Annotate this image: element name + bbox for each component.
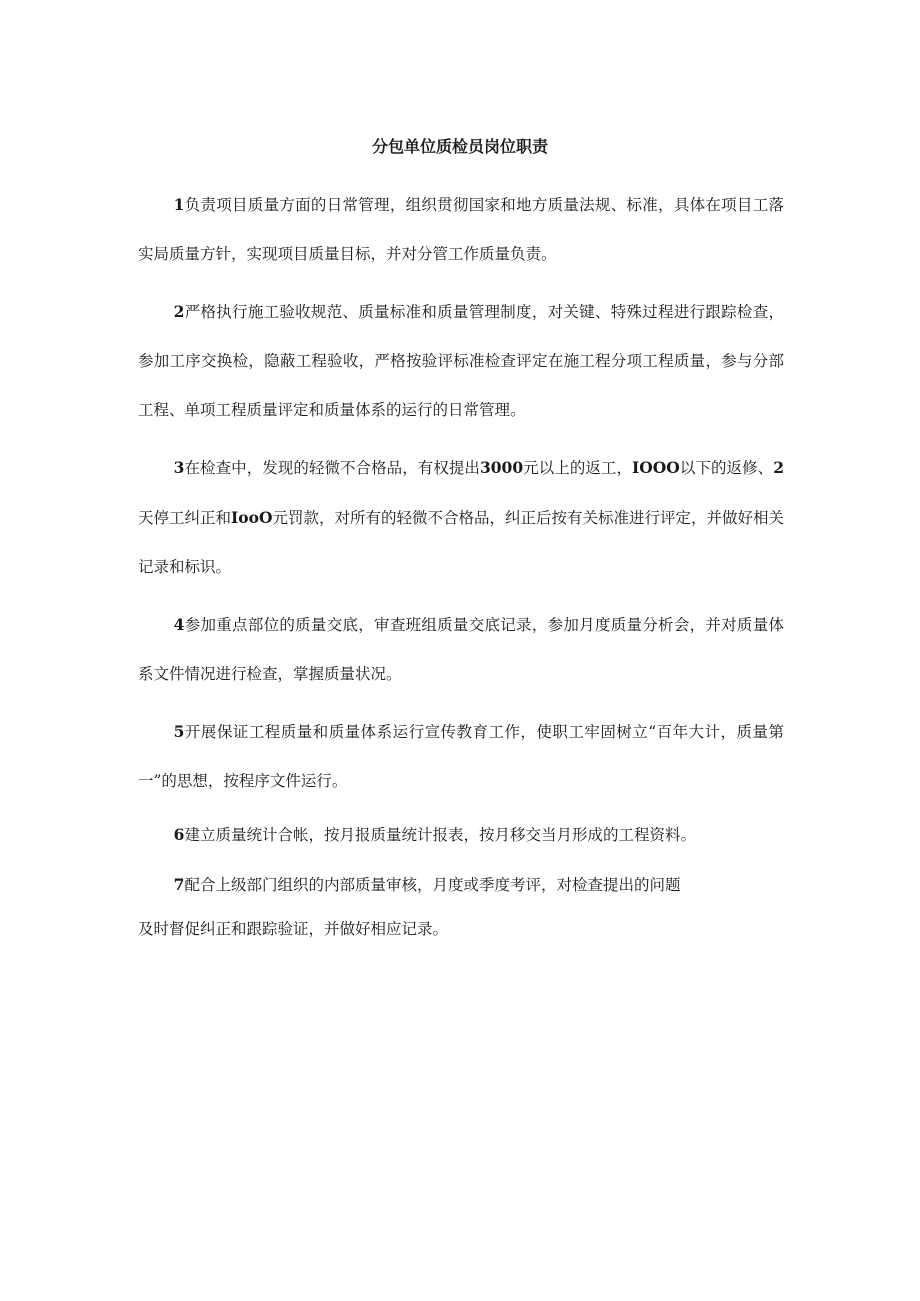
duty-item-6 — [138, 810, 784, 860]
item-text: 建立质量统计合帐，按月报质量统计报表，按月移交当月形成的工程资料。 — [184, 826, 696, 844]
item-text: 开展保证工程质量和质量体系运行宣传教育工作，使职工牢固树立“百年大计，质量第一”的思想，按程序文件运行。 — [138, 723, 784, 790]
duty-item-5 — [138, 707, 784, 806]
item-text: 及时督促纠正和跟踪验证，并做好相应记录。 — [138, 920, 449, 938]
item-number: 4 — [173, 615, 185, 634]
item-text: 元以上的返工， — [523, 459, 633, 477]
item-number: 1 — [173, 195, 185, 214]
duty-item-7 — [138, 860, 784, 910]
item-text: 配合上级部门组织的内部质量审核，月度或季度考评，对检查提出的问题 — [184, 876, 681, 894]
duty-item-4 — [138, 600, 784, 699]
amount-3000: 3000 — [479, 458, 524, 477]
item-text: 在检查中，发现的轻微不合格品，有权提出 — [184, 459, 480, 477]
duty-item-3 — [138, 443, 784, 592]
item-number: 6 — [173, 825, 185, 844]
document-title: 分包单位质检员岗位职责 — [371, 137, 548, 156]
days-count: 2 — [773, 458, 784, 477]
item-text: 天停工纠正和 — [138, 509, 232, 527]
amount-1000: IOOO — [632, 458, 680, 477]
fine-amount: IooO — [231, 508, 273, 527]
item-text: 以下的返修、 — [679, 459, 774, 477]
item-text: 参加重点部位的质量交底，审查班组质量交底记录，参加月度质量分析会，并对质量体系文件情况进行检查，掌握质量状况。 — [138, 616, 784, 683]
item-number: 3 — [173, 458, 185, 477]
document-body — [138, 180, 784, 948]
item-number: 2 — [173, 302, 185, 321]
duty-item-1 — [138, 180, 784, 279]
item-number: 7 — [173, 875, 185, 894]
item-text: 元罚款，对所有的轻微不合格品，纠正后按有关标准进行评定，并做好相关记录和标识。 — [138, 509, 784, 576]
item-text: 负责项目质量方面的日常管理，组织贯彻国家和地方质量法规、标准，具体在项目工落实局质量方针，实现项目质量目标，并对分管工作质量负责。 — [138, 196, 784, 263]
duty-item-7-continued — [138, 910, 784, 948]
item-text: 严格执行施工验收规范、质量标准和质量管理制度，对关键、特殊过程进行跟踪检查，参加工序交换检，隐蔽工程验收，严格按验评标准检查评定在施工程分项工程质量，参与分部工程、单项工程质量评定和质量体系的运行的日常管理。 — [138, 303, 784, 419]
item-number: 5 — [173, 722, 185, 741]
duty-item-2 — [138, 287, 784, 435]
